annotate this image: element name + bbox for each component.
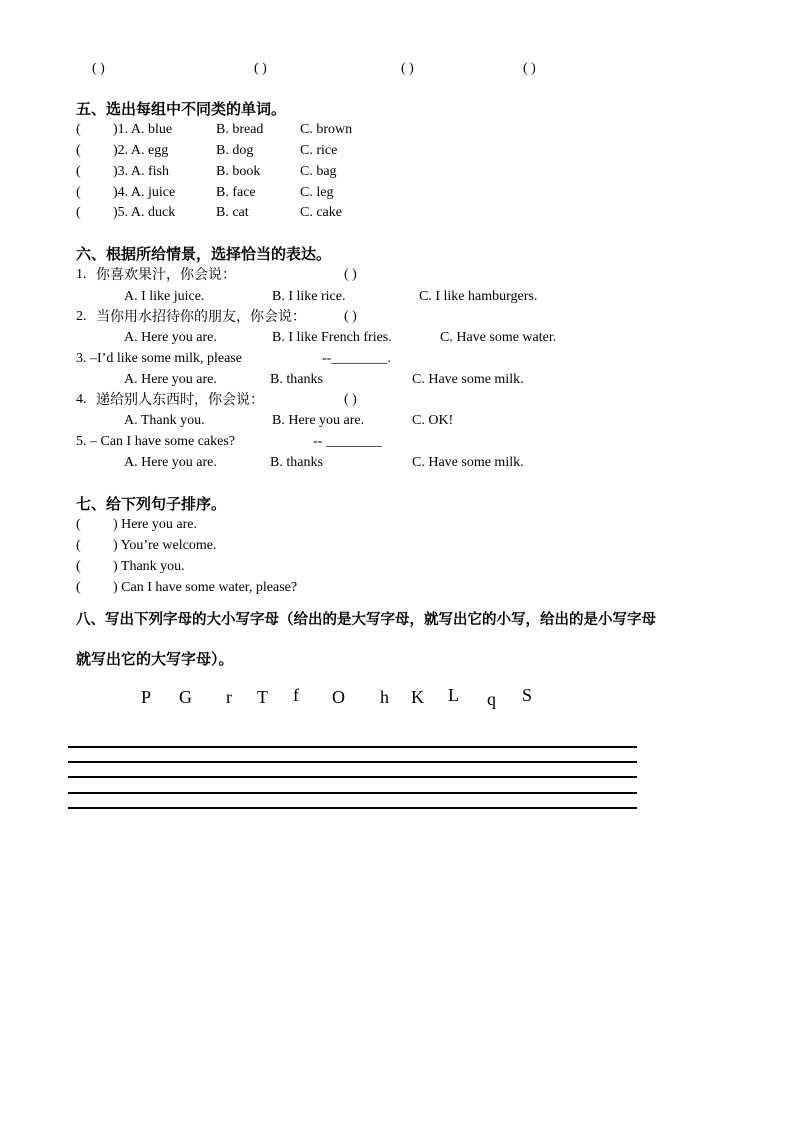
item-option-b: B. face bbox=[216, 185, 256, 200]
writing-line bbox=[68, 761, 637, 763]
item-paren: ( bbox=[76, 164, 81, 179]
option-a: A. Here you are. bbox=[124, 330, 217, 345]
option-b: B. I like French fries. bbox=[272, 330, 392, 345]
option-c: C. I like hamburgers. bbox=[419, 289, 538, 304]
question-text: 3. –I’d like some milk, please bbox=[76, 351, 243, 366]
section-8-heading-line-2: 就写出它的大写字母）。 bbox=[76, 650, 234, 668]
item-option-c: C. leg bbox=[300, 185, 334, 200]
question-text: 你喜欢果汁，你会说： bbox=[96, 267, 236, 283]
item-option-a: )3. A. fish bbox=[113, 164, 169, 179]
question-text: 递给别人东西时，你会说： bbox=[96, 392, 264, 408]
writing-line bbox=[68, 792, 637, 794]
letter-item: f bbox=[293, 685, 299, 705]
item-paren: ( bbox=[76, 143, 81, 158]
option-a: A. Thank you. bbox=[124, 413, 205, 428]
option-a: A. I like juice. bbox=[124, 289, 205, 304]
answer-paren-4: ( ) bbox=[523, 61, 536, 76]
item-option-a: )4. A. juice bbox=[113, 185, 176, 200]
item-option-c: C. cake bbox=[300, 205, 342, 220]
section-8-heading-line-1: 八、写出下列字母的大小写字母（给出的是大写字母，就写出它的小写，给出的是小写字母 bbox=[76, 612, 656, 628]
option-c: C. Have some milk. bbox=[412, 372, 524, 387]
letter-item: K bbox=[411, 687, 424, 707]
option-c: C. Have some water. bbox=[440, 330, 557, 345]
letter-item: S bbox=[522, 685, 533, 705]
writing-line bbox=[68, 746, 637, 748]
item-option-c: C. bag bbox=[300, 164, 337, 179]
item-option-a: )1. A. blue bbox=[113, 122, 173, 137]
answer-blank: -- ________ bbox=[313, 434, 382, 449]
letter-item: r bbox=[226, 687, 232, 707]
item-option-a: )5. A. duck bbox=[113, 205, 176, 220]
section-6-heading: 六、根据所给情景，选择恰当的表达。 bbox=[76, 245, 332, 263]
order-sentence: ) Thank you. bbox=[113, 559, 185, 574]
letter-item: P bbox=[141, 687, 152, 707]
item-option-b: B. book bbox=[216, 164, 261, 179]
order-sentence: ) Can I have some water, please? bbox=[113, 580, 298, 595]
item-option-a: )2. A. egg bbox=[113, 143, 169, 158]
answer-paren: ( ) bbox=[344, 309, 357, 324]
order-paren: ( bbox=[76, 580, 81, 595]
section-5-heading: 五、选出每组中不同类的单词。 bbox=[76, 100, 287, 118]
option-b: B. thanks bbox=[270, 372, 323, 387]
item-option-b: B. dog bbox=[216, 143, 254, 158]
answer-paren: ( ) bbox=[344, 267, 357, 282]
letter-item: T bbox=[257, 687, 268, 707]
option-a: A. Here you are. bbox=[124, 455, 217, 470]
item-paren: ( bbox=[76, 205, 81, 220]
answer-blank: --________. bbox=[322, 351, 391, 366]
question-number: 2. bbox=[76, 309, 87, 324]
answer-paren: ( ) bbox=[344, 392, 357, 407]
question-number: 4. bbox=[76, 392, 87, 407]
letter-item: O bbox=[332, 687, 345, 707]
question-text: 当你用水招待你的朋友，你会说： bbox=[96, 309, 306, 325]
letter-item: L bbox=[448, 685, 459, 705]
option-b: B. Here you are. bbox=[272, 413, 365, 428]
writing-line bbox=[68, 807, 637, 809]
letter-item: q bbox=[487, 689, 496, 709]
item-option-c: C. rice bbox=[300, 143, 338, 158]
question-number: 1. bbox=[76, 267, 87, 282]
order-paren: ( bbox=[76, 517, 81, 532]
order-paren: ( bbox=[76, 559, 81, 574]
question-text: 5. – Can I have some cakes? bbox=[76, 434, 235, 449]
order-sentence: ) You’re welcome. bbox=[113, 538, 217, 553]
letter-item: h bbox=[380, 687, 389, 707]
option-c: C. OK! bbox=[412, 413, 454, 428]
item-paren: ( bbox=[76, 122, 81, 137]
item-option-c: C. brown bbox=[300, 122, 353, 137]
item-option-b: B. cat bbox=[216, 205, 249, 220]
option-b: B. I like rice. bbox=[272, 289, 346, 304]
item-paren: ( bbox=[76, 185, 81, 200]
letter-item: G bbox=[179, 687, 192, 707]
answer-paren-2: ( ) bbox=[254, 61, 267, 76]
option-c: C. Have some milk. bbox=[412, 455, 524, 470]
answer-paren-3: ( ) bbox=[401, 61, 414, 76]
order-paren: ( bbox=[76, 538, 81, 553]
item-option-b: B. bread bbox=[216, 122, 264, 137]
section-7-heading: 七、给下列句子排序。 bbox=[76, 495, 227, 513]
order-sentence: ) Here you are. bbox=[113, 517, 197, 532]
writing-line bbox=[68, 776, 637, 778]
option-b: B. thanks bbox=[270, 455, 323, 470]
option-a: A. Here you are. bbox=[124, 372, 217, 387]
answer-paren-1: ( ) bbox=[92, 61, 105, 76]
